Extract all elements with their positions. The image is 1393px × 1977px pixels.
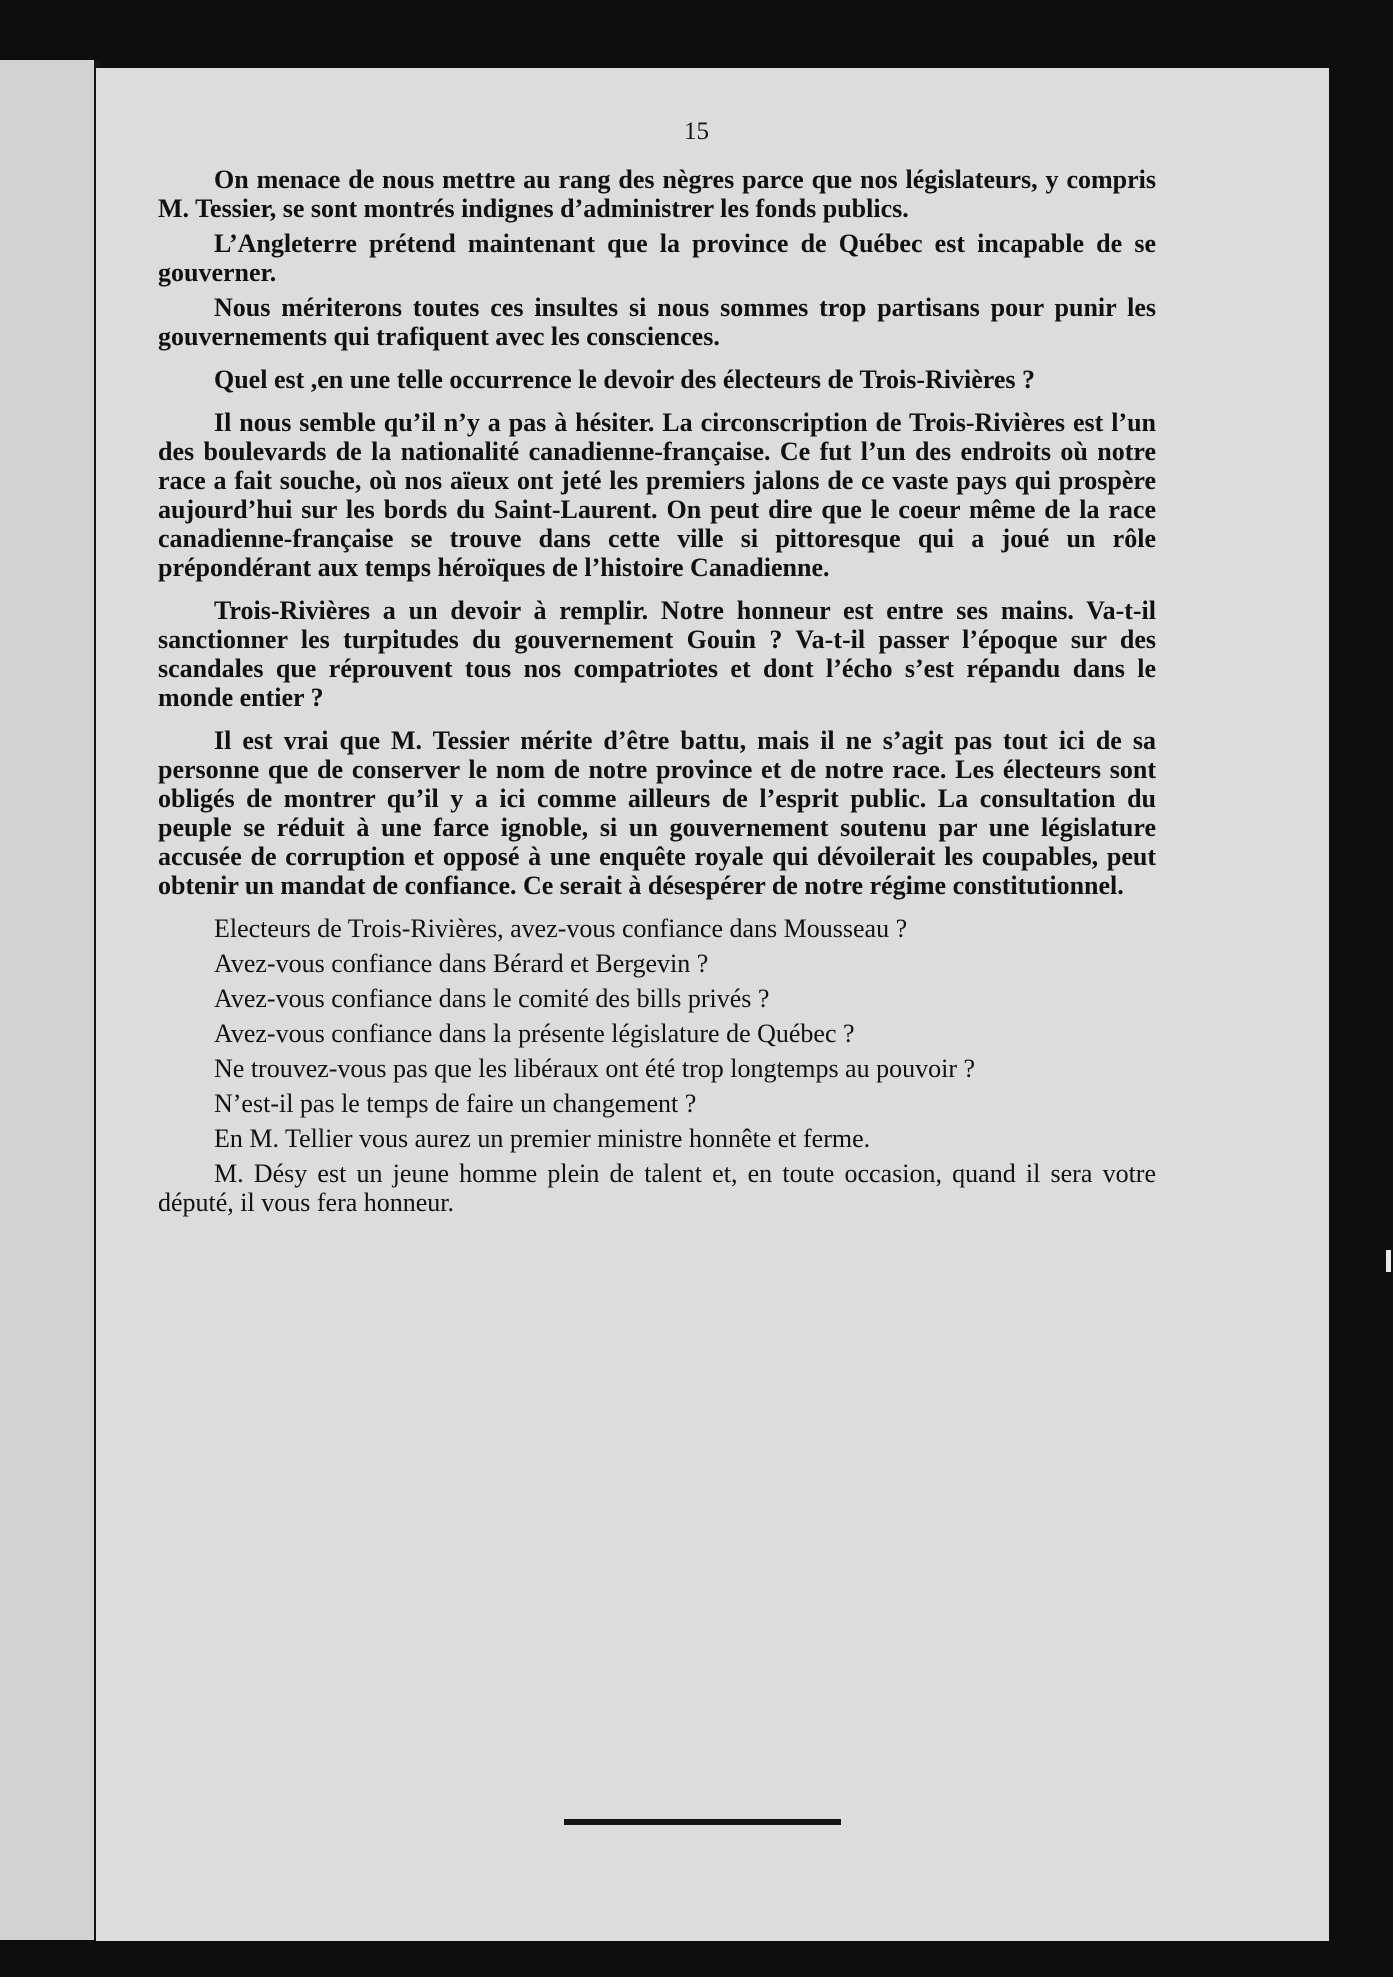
paragraph: M. Désy est un jeune homme plein de talent et, en toute occasion, quand il sera votre député, il vous fera honneur. <box>158 1159 1156 1217</box>
paragraph: Avez-vous confiance dans Bérard et Bergevin ? <box>214 949 709 978</box>
paragraph: Nous mériterons toutes ces insultes si nous sommes trop partisans pour punir les gouvernements qui trafiquent avec les consciences. <box>158 293 1156 351</box>
paragraph: Il est vrai que M. Tessier mérite d’être battu, mais il ne s’agit pas tout ici de sa personne que de conserver le nom de notre province et de notre race. Les électeurs sont obligés de montrer qu’il y a ici comme ailleurs de l’esprit public. La consultation du peuple se réduit à une farce ignoble, si un gouvernement soutenu par une législature accusée de corruption et opposé à une enquête royale qui dévoilerait les coupables, peut obtenir un mandat de confiance. Ce serait à désespérer de notre régime constitutionnel. <box>158 726 1156 900</box>
page-number: 15 <box>684 118 709 145</box>
paragraph: Trois-Rivières a un devoir à remplir. Notre honneur est entre ses mains. Va-t-il sanctionner les turpitudes du gouvernement Gouin ? Va-t-il passer l’époque sur des scandales que réprouvent tous nos compatriotes et dont l’écho s’est répandu dans le monde entier ? <box>158 596 1156 712</box>
scan-edge-mark <box>1386 1250 1391 1272</box>
paragraph: En M. Tellier vous aurez un premier ministre honnête et ferme. <box>214 1124 871 1153</box>
paragraph: Avez-vous confiance dans la présente législature de Québec ? <box>214 1019 855 1048</box>
paragraph: Electeurs de Trois-Rivières, avez-vous confiance dans Mousseau ? <box>214 914 908 943</box>
paragraph: Ne trouvez-vous pas que les libéraux ont été trop longtemps au pouvoir ? <box>214 1054 976 1083</box>
previous-page-edge <box>0 60 96 1940</box>
paragraph: On menace de nous mettre au rang des nègres parce que nos législateurs, y compris M. Tessier, se sont montrés indignes d’administrer les fonds publics. <box>158 165 1156 223</box>
paragraph: Il nous semble qu’il n’y a pas à hésiter. La circonscription de Trois-Rivières est l’un des boulevards de la nationalité canadienne-française. Ce fut l’un des endroits où notre race a fait souche, où nos aïeux ont jeté les premiers jalons de ce vaste pays qui prospère aujourd’hui sur les bords du Saint-Laurent. On peut dire que le coeur même de la race canadienne-française se trouve dans cette ville si pittoresque qui a joué un rôle prépondérant aux temps héroïques de l’histoire Canadienne. <box>158 408 1156 582</box>
paragraph: L’Angleterre prétend maintenant que la province de Québec est incapable de se gouverner. <box>158 229 1156 287</box>
paragraph: Quel est ,en une telle occurrence le devoir des électeurs de Trois-Rivières ? <box>214 365 1035 394</box>
paragraph: Avez-vous confiance dans le comité des bills privés ? <box>214 984 770 1013</box>
paragraph: N’est-il pas le temps de faire un changement ? <box>214 1089 697 1118</box>
body-text <box>158 165 1156 1223</box>
closing-rule <box>564 1819 841 1825</box>
